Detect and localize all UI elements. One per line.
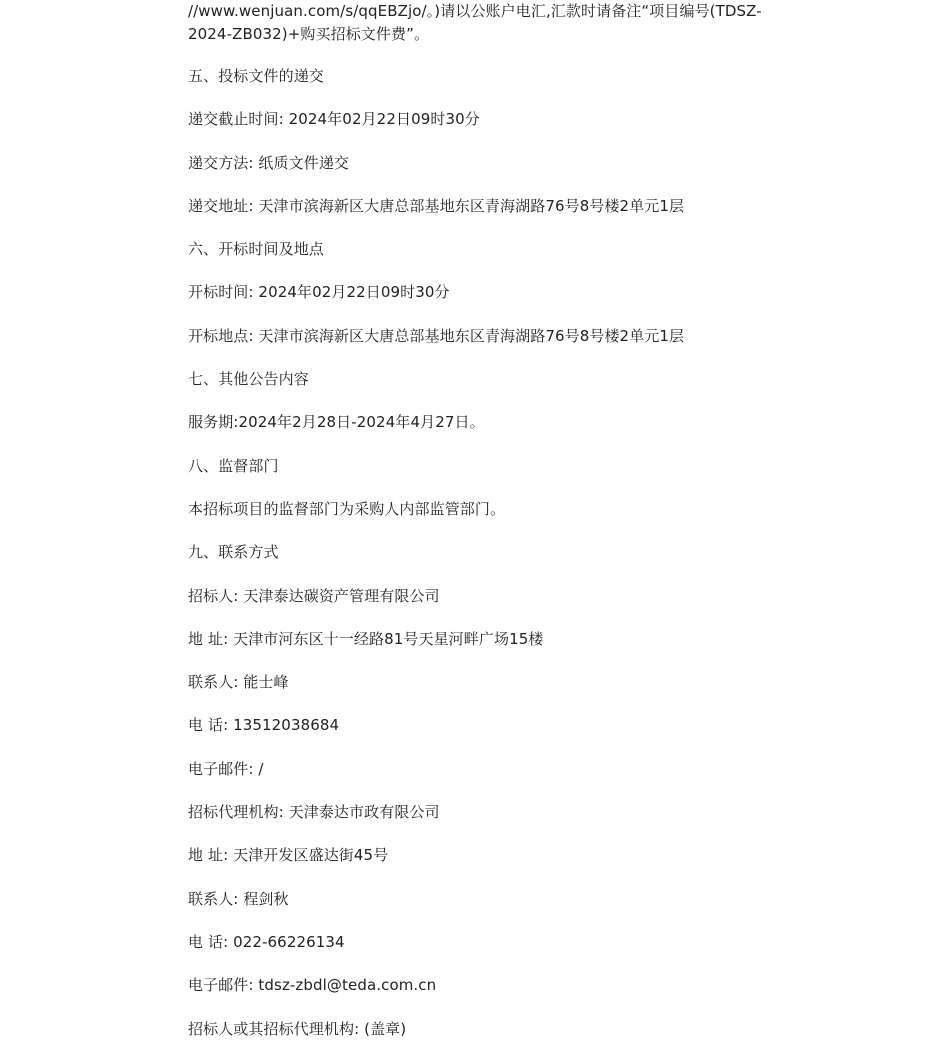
document-body <box>188 0 768 1039</box>
intro-paragraph: //www.wenjuan.com/s/qqEBZjo/。)请以公账户电汇,汇款时请备注“项目编号(TDSZ-2024-ZB032)+购买招标文件费”。 <box>188 2 762 43</box>
section-heading-supervision: 八、监督部门 <box>188 456 279 475</box>
submission-address: 递交地址: 天津市滨海新区大唐总部基地东区青海湖路76号8号楼2单元1层 <box>188 196 685 215</box>
submission-deadline: 递交截止时间: 2024年02月22日09时30分 <box>188 110 480 129</box>
agency-email: 电子邮件: tdsz-zbdl@teda.com.cn <box>188 976 437 995</box>
tenderer-contact-person: 联系人: 能士峰 <box>188 673 289 692</box>
bid-opening-time: 开标时间: 2024年02月22日09时30分 <box>188 283 450 302</box>
submission-method: 递交方法: 纸质文件递交 <box>188 153 350 172</box>
tenderer-address: 地 址: 天津市河东区十一经路81号天星河畔广场15楼 <box>188 629 544 648</box>
bid-opening-location: 开标地点: 天津市滨海新区大唐总部基地东区青海湖路76号8号楼2单元1层 <box>188 326 685 345</box>
supervision-department: 本招标项目的监督部门为采购人内部监管部门。 <box>188 499 506 518</box>
agency-contact-person: 联系人: 程剑秋 <box>188 889 289 908</box>
tenderer-name: 招标人: 天津泰达碳资产管理有限公司 <box>188 586 440 605</box>
service-period: 服务期:2024年2月28日-2024年4月27日。 <box>188 413 485 432</box>
section-heading-other-content: 七、其他公告内容 <box>188 370 309 389</box>
agency-phone: 电 话: 022-66226134 <box>188 932 345 951</box>
section-heading-bid-submission: 五、投标文件的递交 <box>188 67 324 85</box>
tenderer-email: 电子邮件: / <box>188 759 264 778</box>
section-heading-contact: 九、联系方式 <box>188 543 279 562</box>
agency-name: 招标代理机构: 天津泰达市政有限公司 <box>188 803 440 822</box>
tenderer-phone: 电 话: 13512038684 <box>188 716 340 735</box>
agency-address: 地 址: 天津开发区盛达街45号 <box>188 846 389 865</box>
section-heading-bid-opening: 六、开标时间及地点 <box>188 240 324 259</box>
seal-line: 招标人或其招标代理机构: (盖章) <box>188 1019 407 1038</box>
